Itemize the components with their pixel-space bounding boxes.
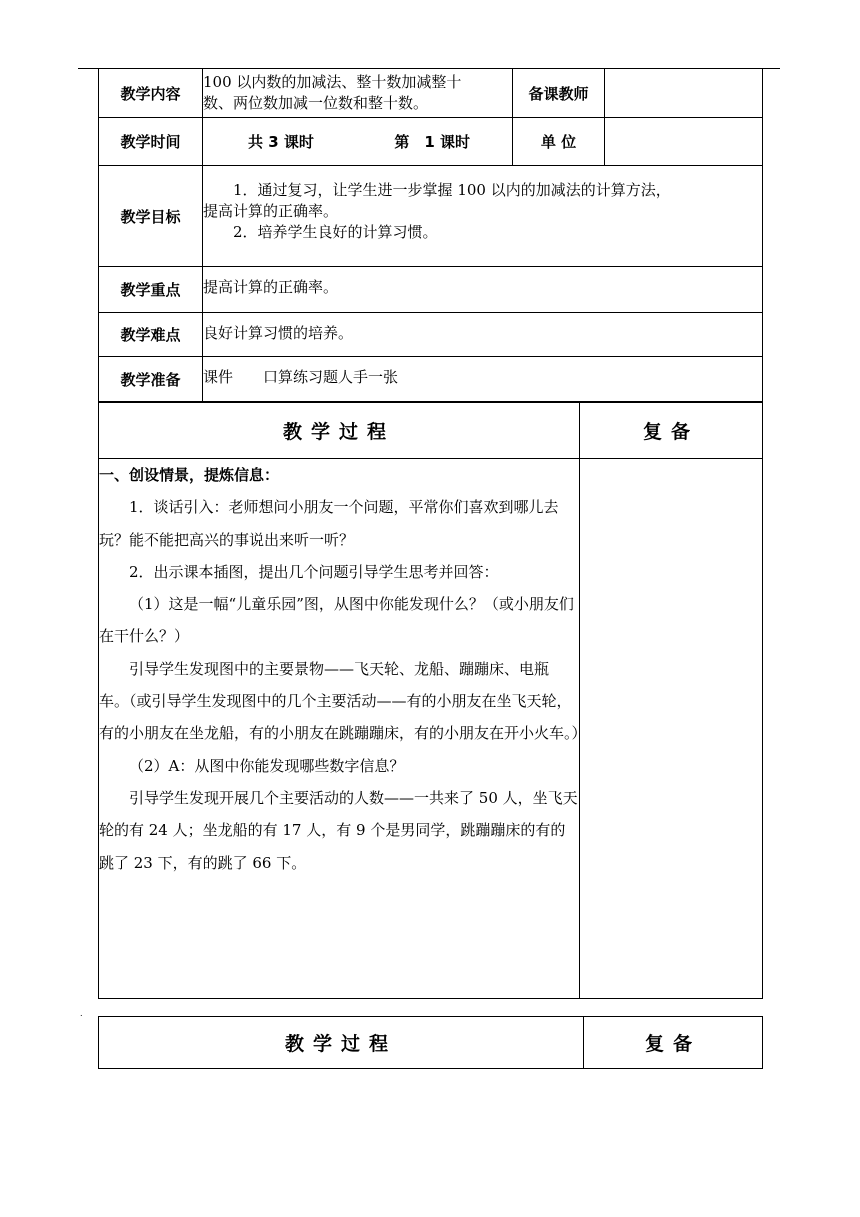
paragraph-2: 2．出示课本插图，提出几个问题引导学生思考并回答：: [129, 562, 499, 581]
goal-line-1: 1．通过复习，让学生进一步掌握 100 以内的加减法的计算方法，: [233, 181, 671, 199]
section-heading: 一、创设情景，提炼信息：: [99, 466, 280, 484]
time-row: [99, 118, 763, 166]
goal-line-3: 2．培养学生良好的计算习惯。: [233, 223, 438, 241]
paragraph-4: 引导学生发现图中的主要景物——飞天轮、龙船、蹦蹦床、电瓶车。（或引导学生发现图中的几个主要活动——有的小朋友在坐飞天轮，有的小朋友在坐龙船，有的小朋友在跳蹦蹦床，有的小朋友在开小火车。）: [99, 659, 587, 743]
content-line-2: 数、两位数加减一位数和整十数。: [203, 94, 429, 112]
process-content: [99, 459, 587, 999]
process-table-2: [98, 1016, 763, 1069]
prep-row: [99, 357, 763, 403]
process-body-row: [99, 459, 763, 999]
goal-row: [99, 166, 763, 267]
time-total: 共 3 课时: [248, 133, 314, 151]
prep-value: 课件 口算练习题人手一张: [203, 357, 763, 403]
teacher-label: 备课教师: [513, 69, 605, 118]
review-content[interactable]: [580, 459, 763, 999]
time-value: [203, 118, 513, 166]
paragraph-6: 引导学生发现开展几个主要活动的人数——一共来了 50 人，坐飞天轮的有 24 人；坐龙船的有 17 人，有 9 个是男同学，跳蹦蹦床的有的跳了 23 下，有的跳了 66 下。: [99, 788, 578, 872]
unit-value[interactable]: [605, 118, 763, 166]
goal-label: 教学目标: [99, 166, 203, 267]
key-row: [99, 267, 763, 313]
difficulty-value: 良好计算习惯的培养。: [203, 313, 763, 357]
paragraph-5: （2）A：从图中你能发现哪些数字信息？: [129, 756, 405, 775]
content-line-1: 100 以内数的加减法、整十数加减整十: [203, 73, 462, 91]
paragraph-3: （1）这是一幅“儿童乐园”图，从图中你能发现什么？（或小朋友们在干什么？）: [99, 595, 574, 646]
unit-label: 单 位: [513, 118, 605, 166]
process-title-2: 教学过程: [99, 1017, 584, 1069]
review-title: 复备: [580, 402, 763, 459]
process-header-row-2: [99, 1017, 763, 1069]
time-label: 教学时间: [99, 118, 203, 166]
page-mark: .: [80, 1009, 83, 1018]
key-value: 提高计算的正确率。: [203, 267, 763, 313]
process-header-row: [99, 402, 763, 459]
content-value: [203, 69, 513, 118]
paragraph-1: 1．谈话引入：老师想问小朋友一个问题，平常你们喜欢到哪儿去玩？能不能把高兴的事说出来听一听？: [99, 498, 559, 549]
teacher-value[interactable]: [605, 69, 763, 118]
lesson-info-table: [98, 68, 763, 403]
content-label: 教学内容: [99, 69, 203, 118]
process-table: [98, 401, 763, 999]
goal-value: [203, 166, 763, 267]
key-label: 教学重点: [99, 267, 203, 313]
difficulty-row: [99, 313, 763, 357]
time-current: 第 1 课时: [394, 133, 471, 151]
process-title: 教学过程: [99, 402, 580, 459]
content-row: [99, 69, 763, 118]
prep-label: 教学准备: [99, 357, 203, 403]
difficulty-label: 教学难点: [99, 313, 203, 357]
review-title-2: 复备: [584, 1017, 763, 1069]
goal-line-2: 提高计算的正确率。: [203, 202, 339, 220]
